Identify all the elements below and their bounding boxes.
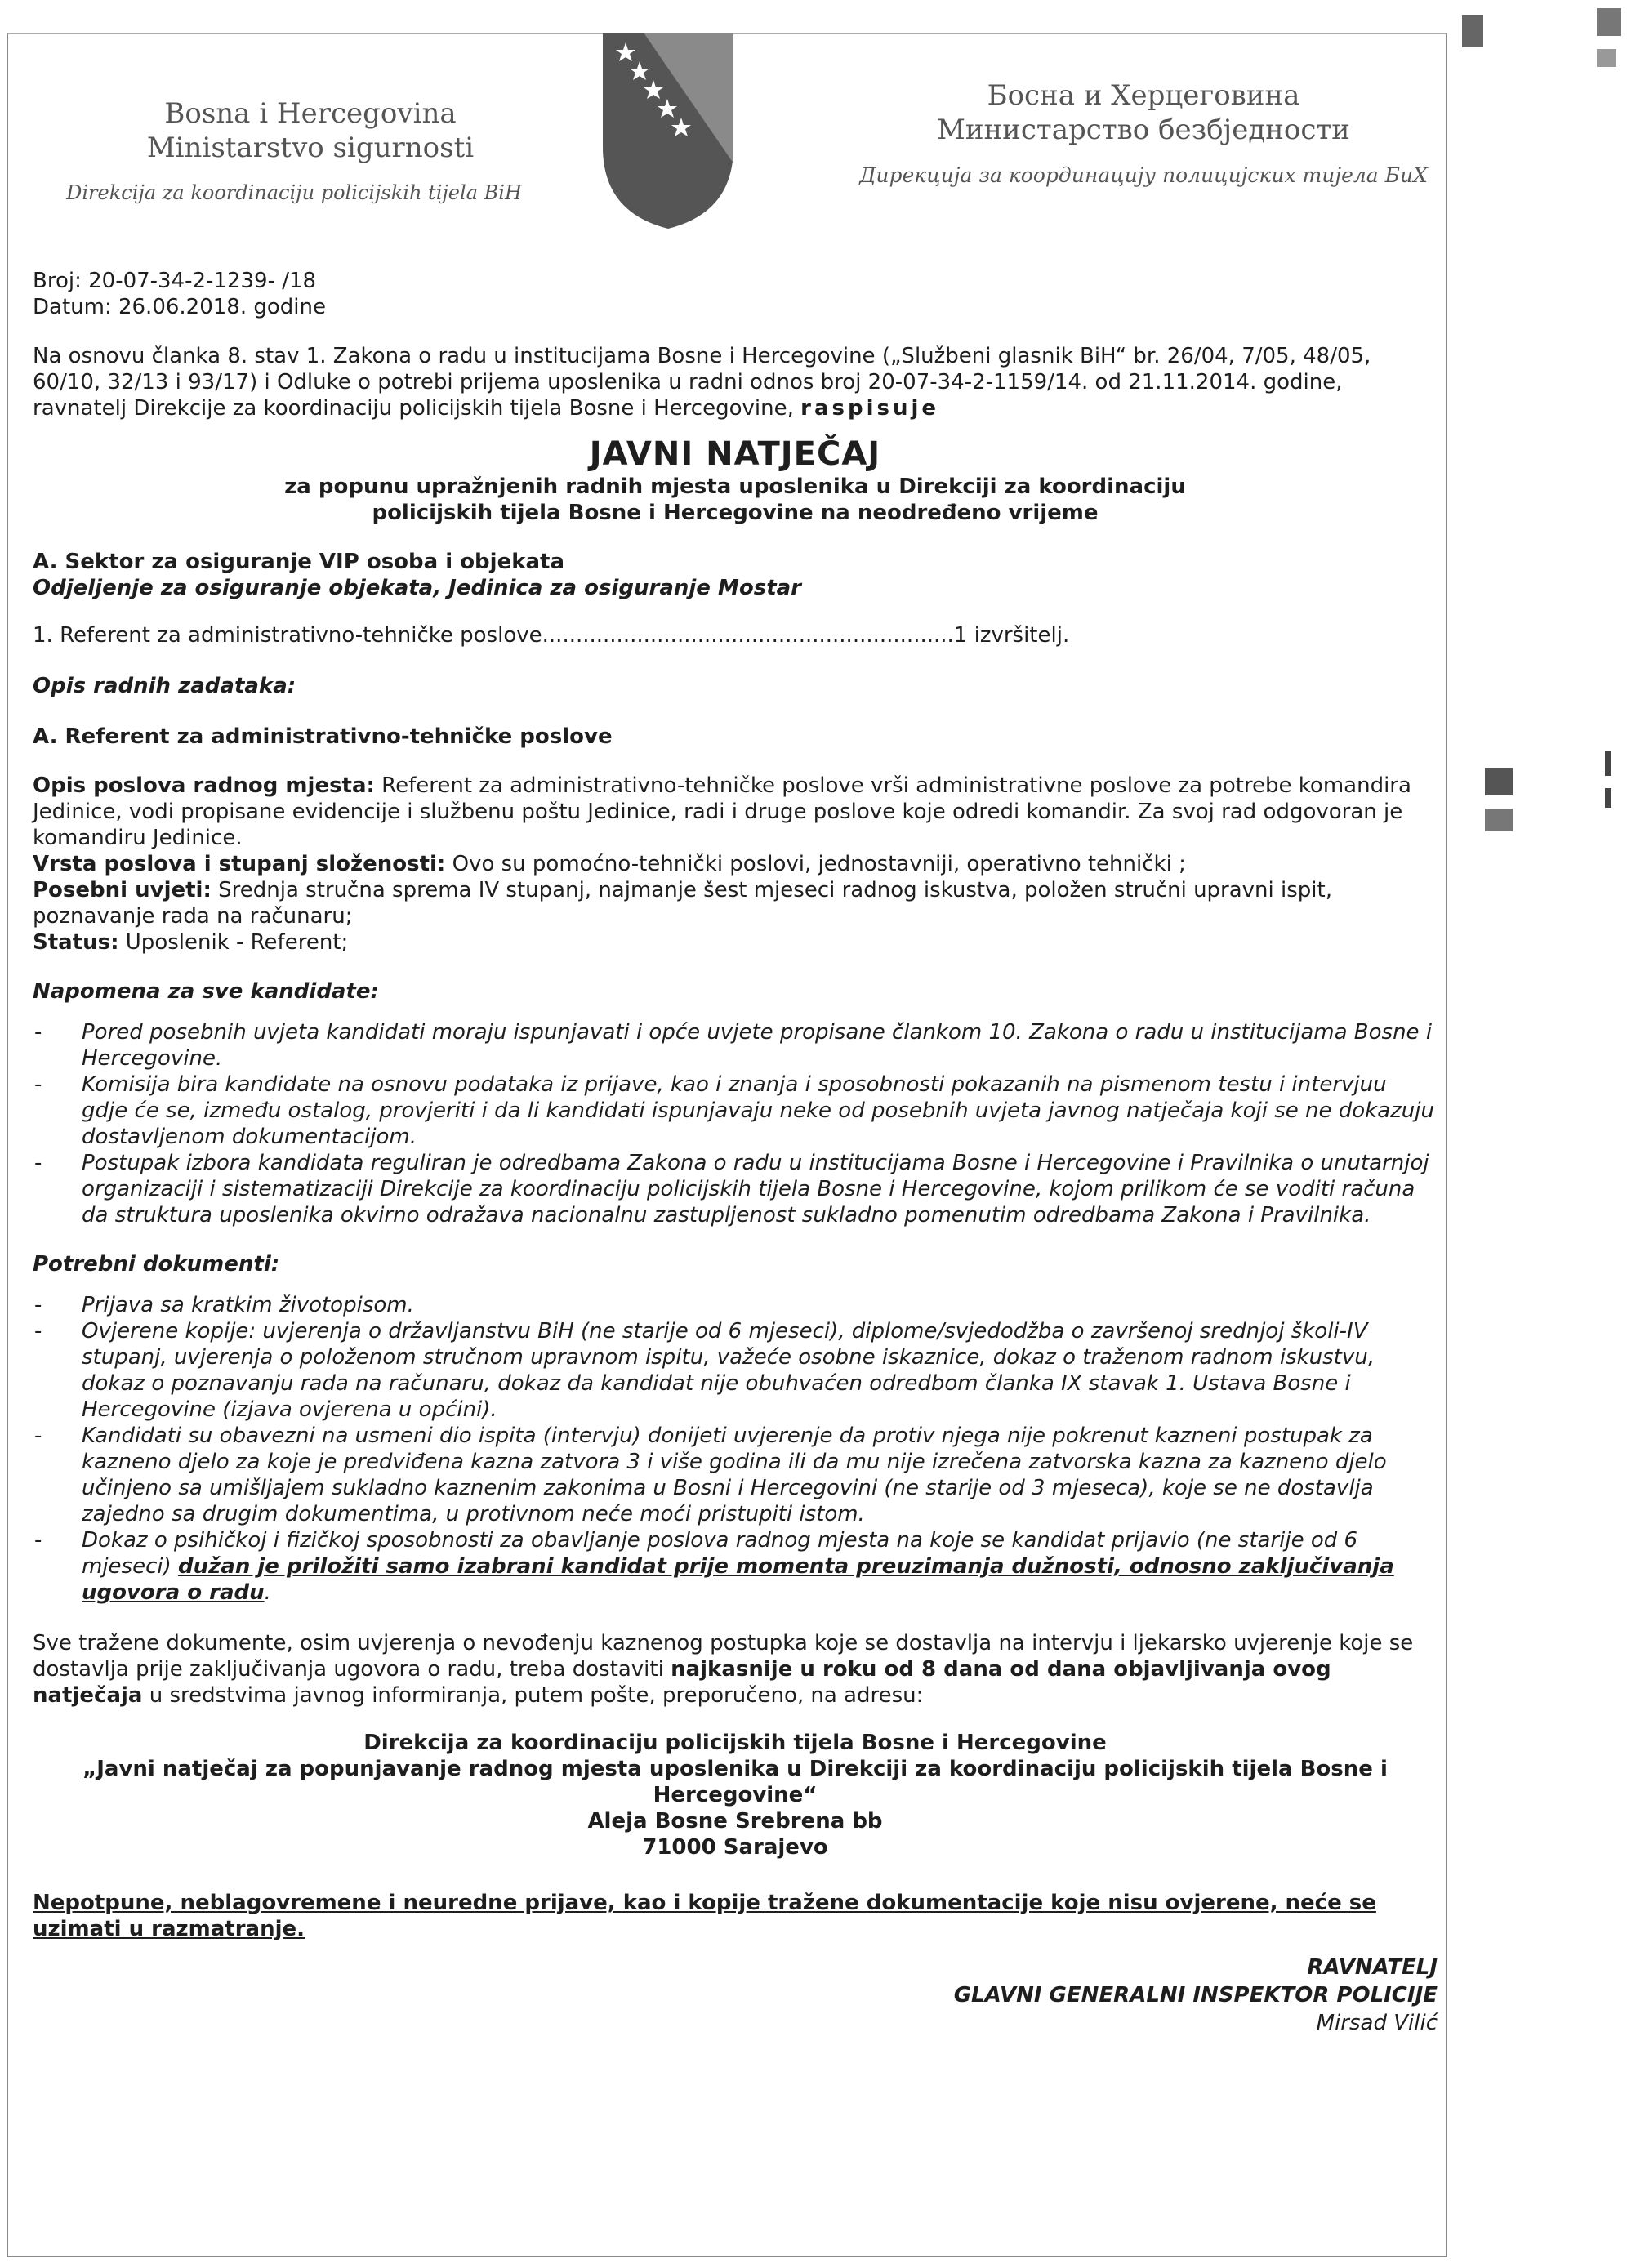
header-cyrillic bbox=[849, 78, 1438, 189]
scan-mark bbox=[1462, 15, 1483, 47]
submission-text-1: Sve tražene dokumente, osim uvjerenja o nevođenju kaznenog postupka koje se dostavlja na intervju i ljekarsko uvjerenje koje se dostavlja prije zaključivanja ugovora o radu, treba dostaviti bbox=[33, 1631, 1414, 1682]
document-subtitle-2: policijskih tijela Bosne i Hercegovine na neodređeno vrijeme bbox=[372, 501, 1099, 525]
list-item: - Postupak izbora kandidata reguliran je odredbama Zakona o radu u institucijama Bosne i Hercegovine i Pravilnika o unutarnjoj organizaciji i sistematizaciji Direkcije za koordinaciju policijskih tijela Bosne i Hercegovine, kojom prilikom će se voditi računa da struktura uposlenika okvirno odražava nacionalnu zastupljenost sukladno pomenutim odredbama Zakona i Pravilnika. bbox=[33, 1150, 1438, 1228]
signature-position: GLAVNI GENERALNI INSPEKTOR POLICIJE bbox=[953, 1983, 1438, 2007]
special-conditions-text: Srednja stručna sprema IV stupanj, najmanje šest mjeseci radnog iskustva, položen stručni upravni ispit, poznavanje rada na računaru; bbox=[33, 878, 1332, 929]
directorate-name-latin: Direkcija za koordinaciju policijskih tijela BiH bbox=[66, 181, 522, 204]
job-type-label: Vrsta poslova i stupanj složenosti: bbox=[33, 852, 446, 876]
job-type-text: Ovo su pomoćno-tehnički poslovi, jednostavniji, operativno tehnički ; bbox=[445, 852, 1186, 876]
scan-mark bbox=[1597, 8, 1621, 36]
department-heading: Odjeljenje za osiguranje objekata, Jedinica za osiguranje Mostar bbox=[33, 576, 802, 600]
document-title: JAVNI NATJEČAJ bbox=[589, 435, 881, 473]
list-item: - Kandidati su obavezni na usmeni dio ispita (intervju) donijeti uvjerenje da protiv njega nije pokrenut kazneni postupak za kazneno djelo za koje je predviđena kazna zatvora 3 i više godina ili da mu nije izrečena zatvorska kazna za kazneno djelo učinjeno sa umišljajem sukladno kaznenim zakonima u Bosni i Hercegovini (ne starije od 3 mjeseca), koje se ne dostavlja zajedno sa drugim dokumentima, u protivnom neće moći pristupiti istom. bbox=[33, 1423, 1438, 1527]
position-heading: A. Referent za administrativno-tehničke poslove bbox=[33, 724, 613, 749]
note-heading: Napomena za sve kandidate: bbox=[33, 979, 379, 1004]
country-name-cyrillic: Босна и Херцеговина bbox=[987, 79, 1300, 112]
intro-paragraph bbox=[33, 343, 1438, 421]
job-description-heading: Opis radnih zadataka: bbox=[33, 674, 296, 698]
list-item: - Ovjerene kopije: uvjerenja o državljanstvu BiH (ne starije od 6 mjeseci), diplome/svjedodžba o završenoj srednjoj školi-IV stupanj, uvjerenja o položenom stručnom upravnom ispitu, važeće osobne iskaznice, dokaz o traženom radnom iskustvu, dokaz o poznavanju rada na računaru, dokaz da kandidat nije obuhvaćen odredbom članka IX stavak 1. Ustava Bosne i Hercegovine (izjava ovjerena u općini). bbox=[33, 1318, 1438, 1423]
fitness-proof-end: . bbox=[264, 1580, 271, 1605]
address-line: 71000 Sarajevo bbox=[642, 1835, 828, 1860]
date: Datum: 26.06.2018. godine bbox=[33, 295, 326, 319]
position-line: 1. Referent za administrativno-tehničke poslove.............................................................1 izvršitelj. bbox=[33, 623, 1070, 648]
status-text: Uposlenik - Referent; bbox=[118, 930, 349, 955]
fitness-proof-emphasis: dužan je priložiti samo izabrani kandidat prije momenta preuzimanja dužnosti, odnosno zaključivanja ugovora o radu bbox=[82, 1554, 1394, 1605]
status-label: Status: bbox=[33, 930, 119, 955]
special-conditions bbox=[33, 877, 1438, 929]
document-subtitle-1: za popunu upražnjenih radnih mjesta uposlenika u Direkciji za koordinaciju bbox=[284, 475, 1186, 499]
signature-block bbox=[33, 1954, 1438, 2037]
scan-mark bbox=[1485, 809, 1513, 831]
address-line: „Javni natječaj za popunjavanje radnog mjesta uposlenika u Direkciji za koordinaciju policijskih tijela Bosne i Hercegovine“ bbox=[82, 1757, 1388, 1807]
fitness-proof-text: Dokaz o psihičkoj i fizičkoj sposobnosti za obavljanje poslova radnog mjesta na koje se kandidat prijavio (ne starije od 6 mjeseci) bbox=[82, 1528, 1358, 1579]
incomplete-applications-warning: Nepotpune, neblagovremene i neuredne prijave, kao i kopije tražene dokumentacije koje nisu ovjerene, neće se uzimati u razmatranje. bbox=[33, 1891, 1376, 1941]
job-description-label: Opis poslova radnog mjesta: bbox=[33, 773, 375, 798]
sector-heading: A. Sektor za osiguranje VIP osoba i objekata bbox=[33, 550, 565, 574]
job-description-text: Referent za administrativno-tehničke poslove vrši administrativne poslove za potrebe komandira Jedinice, vodi propisane evidencije i službenu poštu Jedinice, radi i druge poslove koje odredi komandir. Za svoj rad odgovoran je komandiru Jedinice. bbox=[33, 773, 1411, 850]
documents-list bbox=[33, 1292, 1438, 1606]
signature-title: RAVNATELJ bbox=[1307, 1955, 1438, 1980]
special-conditions-label: Posebni uvjeti: bbox=[33, 878, 212, 902]
scan-mark bbox=[1605, 751, 1611, 776]
status bbox=[33, 929, 1438, 956]
intro-raspisuje: raspisuje bbox=[800, 396, 940, 421]
submission-text-2: u sredstvima javnog informiranja, putem pošte, preporučeno, na adresu: bbox=[142, 1683, 924, 1708]
list-item: - Prijava sa kratkim životopisom. bbox=[33, 1292, 1438, 1318]
intro-text: Na osnovu članka 8. stav 1. Zakona o radu u institucijama Bosne i Hercegovine („Službeni glasnik BiH“ br. 26/04, 7/05, 48/05, 60/10, 32/13 i 93/17) i Odluke o potrebi prijema uposlenika u radni odnos broj 20-07-34-2-1159/14. od 21.11.2014. godine, ravnatelj Direkcije za koordinaciju policijskih tijela Bosne i Hercegovine, bbox=[33, 344, 1371, 421]
scan-mark bbox=[1605, 788, 1611, 808]
list-item: - Komisija bira kandidate na osnovu podataka iz prijave, kao i znanja i sposobnosti pokazanih na pismenom testu i intervjuu gdje će se, između ostalog, provjeriti i da li kandidati ispunjavaju neke od posebnih uvjeta javnog natječaja koji se ne dokazuju dostavljenom dokumentacijom. bbox=[33, 1072, 1438, 1150]
header-latin bbox=[123, 96, 498, 165]
list-item bbox=[33, 1527, 1438, 1606]
coat-of-arms-icon bbox=[595, 25, 742, 237]
job-type bbox=[33, 851, 1438, 877]
document-body bbox=[33, 261, 1438, 2037]
scan-mark bbox=[1597, 49, 1616, 67]
documents-heading: Potrebni dokumenti: bbox=[33, 1252, 280, 1277]
address-line: Aleja Bosne Srebrena bb bbox=[587, 1809, 883, 1834]
ministry-name-latin: Ministarstvo sigurnosti bbox=[146, 131, 475, 164]
directorate-name-cyrillic: Дирекција за координацију полицијских тијела БиХ bbox=[859, 163, 1428, 187]
signatory-name: Mirsad Vilić bbox=[1316, 2011, 1438, 2035]
submission-deadline: najkasnije u roku od 8 dana od dana objavljivanja ovog natječaja bbox=[33, 1657, 1331, 1708]
job-description bbox=[33, 773, 1438, 851]
submission-paragraph bbox=[33, 1630, 1438, 1709]
ministry-name-cyrillic: Министарство безбједности bbox=[937, 114, 1350, 146]
note-list bbox=[33, 1019, 1438, 1228]
reference-number: Broj: 20-07-34-2-1239- /18 bbox=[33, 269, 317, 293]
address-line: Direkcija za koordinaciju policijskih tijela Bosne i Hercegovine bbox=[363, 1731, 1107, 1755]
scan-mark bbox=[1485, 768, 1513, 795]
country-name-latin: Bosna i Hercegovina bbox=[164, 97, 457, 130]
list-item: - Pored posebnih uvjeta kandidati moraju ispunjavati i opće uvjete propisane člankom 10. Zakona o radu u institucijama Bosne i Hercegovine. bbox=[33, 1019, 1438, 1072]
address-block bbox=[33, 1730, 1438, 1860]
